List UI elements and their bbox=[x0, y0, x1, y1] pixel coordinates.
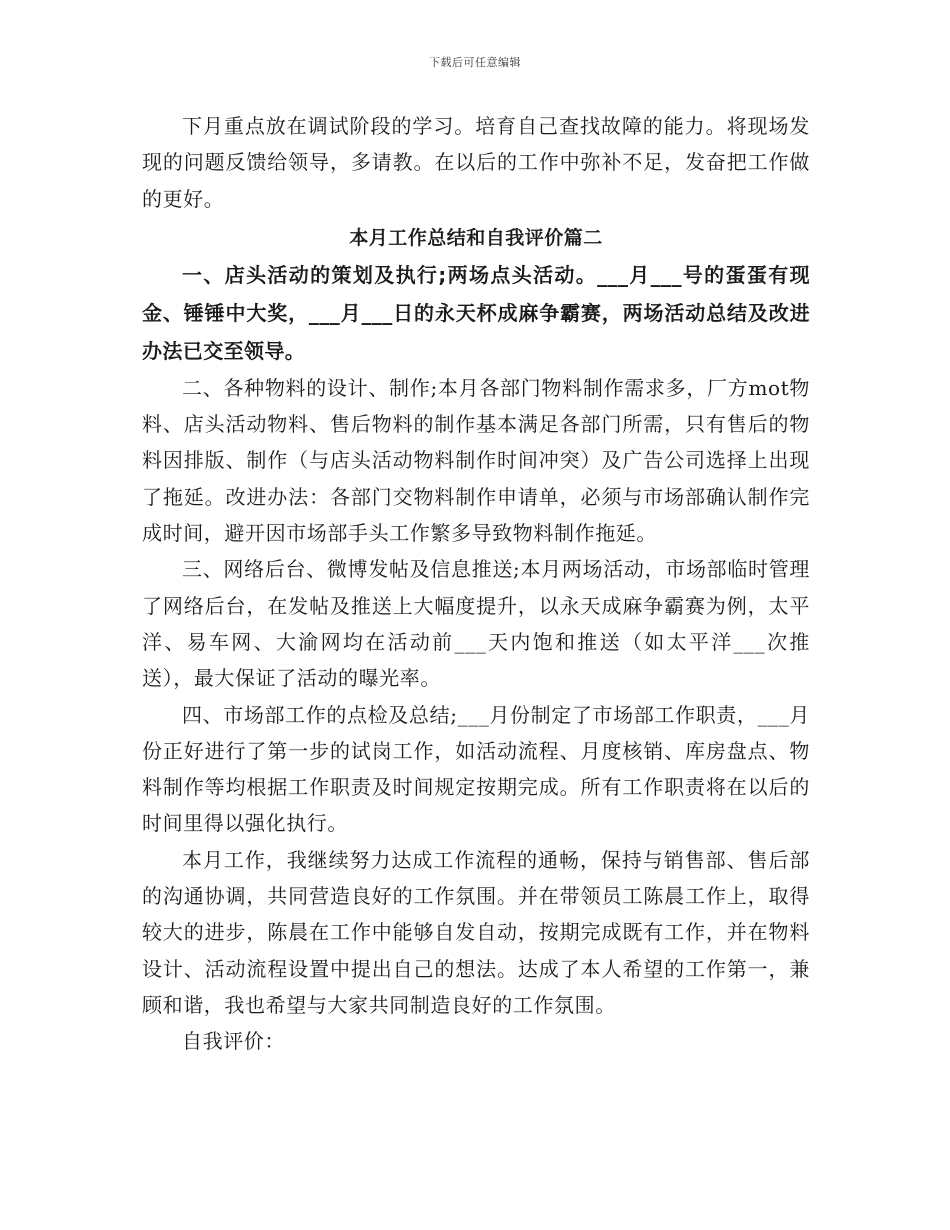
document-body bbox=[142, 108, 810, 1060]
paragraph-item-3: 三、网络后台、微博发帖及信息推送;本月两场活动，市场部临时管理了网络后台，在发帖及推送上大幅度提升，以永天成麻争霸赛为例，太平洋、易车网、大渝网均在活动前___天内饱和推送（如太平洋___次推送），最大保证了活动的曝光率。 bbox=[142, 557, 810, 691]
paragraph-self-evaluation: 自我评价： bbox=[182, 1029, 285, 1054]
intro-paragraph: 下月重点放在调试阶段的学习。培育自己查找故障的能力。将现场发现的问题反馈给领导，多请教。在以后的工作中弥补不足，发奋把工作做的更好。 bbox=[142, 114, 810, 211]
section-title: 本月工作总结和自我评价篇二 bbox=[349, 226, 603, 249]
header-note: 下载后可任意编辑 bbox=[429, 56, 521, 69]
paragraph-summary: 本月工作，我继续努力达成工作流程的通畅，保持与销售部、售后部的沟通协调，共同营造良好的工作氛围。并在带领员工陈晨工作上，取得较大的进步，陈晨在工作中能够自发自动，按期完成既有工作，并在物料设计、活动流程设置中提出自己的想法。达成了本人希望的工作第一，兼顾和谐，我也希望与大家共同制造良好的工作氛围。 bbox=[142, 847, 810, 1017]
paragraph-item-2: 二、各种物料的设计、制作;本月各部门物料制作需求多，厂方mot物料、店头活动物料、售后物料的制作基本满足各部门所需，只有售后的物料因排版、制作（与店头活动物料制作时间冲突）及广告公司选择上出现了拖延。改进办法：各部门交物料制作申请单，必须与市场部确认制作完成时间，避开因市场部手头工作繁多导致物料制作拖延。 bbox=[142, 375, 810, 546]
paragraph-item-4: 四、市场部工作的点检及总结;___月份制定了市场部工作职责，___月份正好进行了第一步的试岗工作，如活动流程、月度核销、库房盘点、物料制作等均根据工作职责及时间规定按期完成。所有工作职责将在以后的时间里得以强化执行。 bbox=[142, 702, 810, 836]
paragraph-item-1: 一、店头活动的策划及执行;两场点头活动。___月___号的蛋蛋有现金、锤锤中大奖，___月___日的永天杯成麻争霸赛，两场活动总结及改进办法已交至领导。 bbox=[142, 262, 810, 363]
